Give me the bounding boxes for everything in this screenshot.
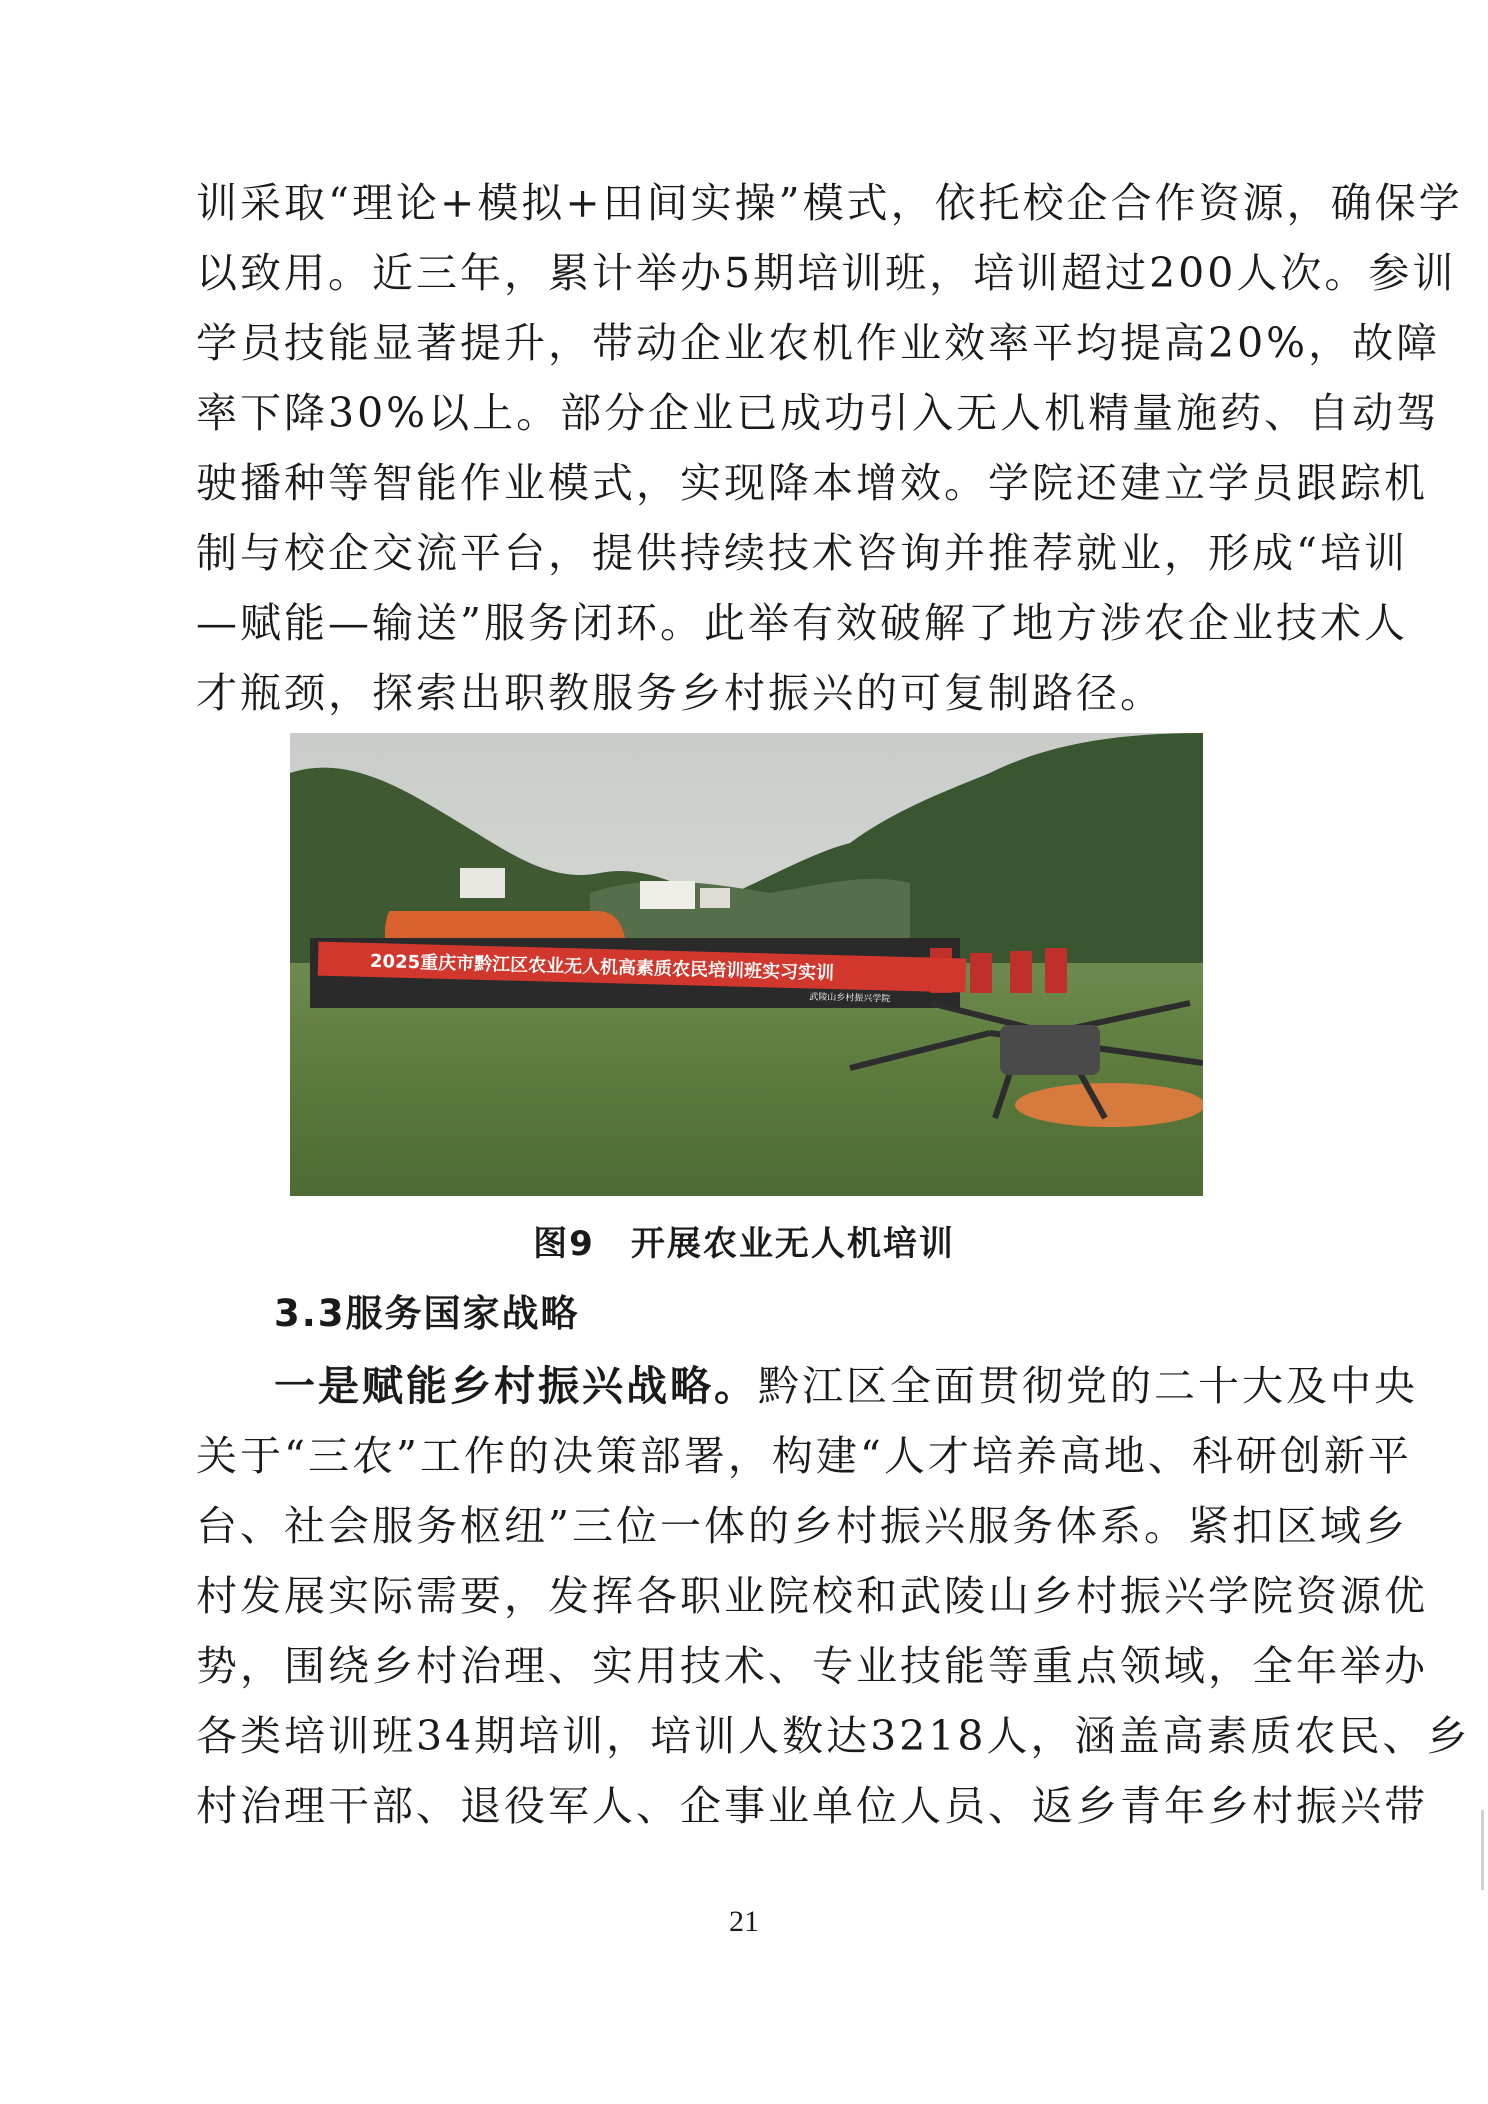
banner-title: 2025重庆市黔江区农业无人机高素质农民培训班实习实训 (369, 950, 835, 985)
text-line: 训采取“理论+模拟+田间实操”模式，依托校企合作资源，确保学 (196, 179, 1463, 227)
landing-pad (1015, 1083, 1203, 1127)
text-line: 率下降30%以上。部分企业已成功引入无人机精量施药、自动驾 (196, 389, 1441, 437)
text-line: 关于“三农”工作的决策部署，构建“人才培养高地、科研创新平 (196, 1432, 1412, 1480)
text-line: 村发展实际需要，发挥各职业院校和武陵山乡村振兴学院资源优 (196, 1572, 1428, 1620)
photo-illustration (290, 733, 1203, 1196)
text-line: 村治理干部、退役军人、企事业单位人员、返乡青年乡村振兴带 (196, 1782, 1428, 1830)
text-line: 势，围绕乡村治理、实用技术、专业技能等重点领域，全年举办 (196, 1642, 1428, 1690)
text-line: 驶播种等智能作业模式，实现降本增效。学院还建立学员跟踪机 (196, 459, 1428, 507)
section-heading: 3.3服务国家战略 (274, 1292, 580, 1335)
building (700, 888, 730, 908)
text-line (196, 1351, 1418, 1421)
building (640, 881, 695, 909)
drone-body (1000, 1025, 1100, 1075)
scan-edge-mark (1481, 1810, 1484, 1890)
text-line: 才瓶颈，探索出职教服务乡村振兴的可复制路径。 (196, 669, 1164, 717)
drone-training-photo (290, 733, 1203, 1196)
banner-subtitle: 武陵山乡村振兴学院 (809, 992, 891, 1005)
text-line: —赋能—输送”服务闭环。此举有效破解了地方涉农企业技术人 (196, 599, 1408, 647)
paragraph-lead: 一是赋能乡村振兴战略。 (274, 1362, 758, 1410)
text-line: 各类培训班34期培训，培训人数达3218人，涵盖高素质农民、乡 (196, 1712, 1471, 1760)
text-line: 以致用。近三年，累计举办5期培训班，培训超过200人次。参训 (196, 249, 1457, 297)
text-line: 台、社会服务枢纽”三位一体的乡村振兴服务体系。紧扣区域乡 (196, 1502, 1408, 1550)
figure-caption: 图9 开展农业无人机培训 (533, 1224, 955, 1264)
page-number: 21 (729, 1905, 759, 1938)
paragraph-training-results (196, 168, 1463, 728)
building (460, 868, 505, 898)
text-line: 学员技能显著提升，带动企业农机作业效率平均提高20%，故障 (196, 319, 1441, 367)
text-line: 制与校企交流平台，提供持续技术咨询并推荐就业，形成“培训 (196, 529, 1408, 577)
paragraph-rural-revitalization (196, 1351, 1471, 1841)
paragraph-lead-rest: 黔江区全面贯彻党的二十大及中央 (758, 1362, 1418, 1410)
